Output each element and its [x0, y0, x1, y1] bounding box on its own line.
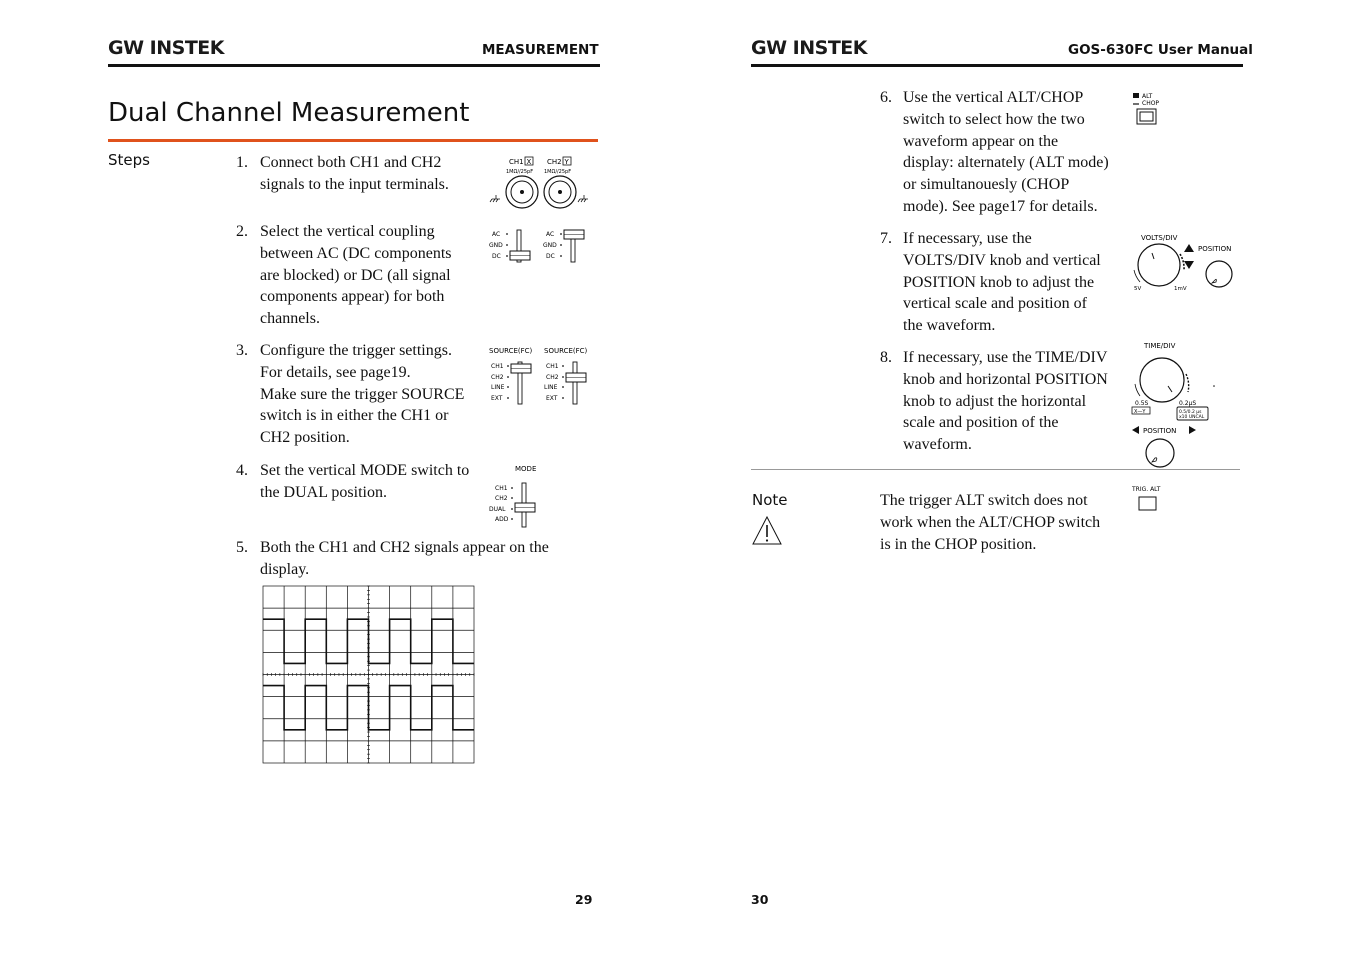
svg-text:5V: 5V: [1134, 286, 1142, 292]
svg-text:GND: GND: [543, 242, 557, 249]
step-text: Use the vertical ALT/CHOP switch to select how the two waveform appear on the display: alternately (ALT mode) or simultanouesly (CHOP mode). See page17 for details.: [903, 89, 1109, 215]
section-header: MEASUREMENT: [482, 42, 599, 58]
ch1-waveform: [263, 619, 474, 663]
alt-chop-switch-figure: [1130, 90, 1170, 128]
mode-switch-figure: [488, 463, 544, 529]
scope-display-figure: [262, 585, 475, 764]
svg-text:CH2: CH2: [546, 374, 559, 381]
manual-title-header: GOS-630FC User Manual: [1068, 42, 1253, 58]
ch1-impedance: 1MΩ//25pF: [506, 169, 534, 175]
step-number: 1.: [236, 154, 248, 171]
brand-logo-left: GW INSTEK: [108, 37, 224, 59]
ch2-box-label: Y: [564, 158, 569, 166]
svg-text:1mV: 1mV: [1174, 286, 1187, 292]
ch2-impedance: 1MΩ//25pF: [544, 169, 572, 175]
step-text: Set the vertical MODE switch to the DUAL position.: [260, 462, 470, 501]
svg-text:DUAL: DUAL: [489, 506, 506, 513]
step-number: 3.: [236, 342, 248, 359]
up-arrow-icon: [1184, 244, 1194, 252]
svg-text:CH1: CH1: [495, 485, 508, 492]
ch1-label: CH1: [509, 158, 524, 166]
step-number: 4.: [236, 462, 248, 479]
svg-text:POSITION: POSITION: [1143, 427, 1177, 435]
svg-text:VOLTS/DIV: VOLTS/DIV: [1141, 234, 1178, 242]
warning-icon: [751, 515, 783, 546]
svg-text:x10 UNCAL: x10 UNCAL: [1179, 415, 1205, 420]
page-number-left: 29: [575, 892, 593, 907]
page-number-right: 30: [751, 892, 769, 907]
trigger-source-figure: [488, 344, 596, 406]
svg-text:TRIG. ALT: TRIG. ALT: [1132, 486, 1161, 493]
svg-text:ALT: ALT: [1142, 93, 1153, 100]
step-number: 8.: [880, 349, 892, 366]
step-text: Both the CH1 and CH2 signals appear on the display.: [260, 539, 549, 578]
step-text: If necessary, use the VOLTS/DIV knob and vertical POSITION knob to adjust the vertical scale and position of the waveform.: [903, 230, 1101, 335]
svg-text:POSITION: POSITION: [1198, 245, 1232, 253]
svg-text:0.5/0.2 μs: 0.5/0.2 μs: [1179, 410, 1202, 415]
down-arrow-icon: [1184, 261, 1194, 269]
trig-alt-switch-figure: [1130, 484, 1170, 514]
svg-text:AC: AC: [492, 231, 501, 238]
svg-text:MODE: MODE: [515, 465, 537, 473]
time-div-figure: [1128, 338, 1218, 470]
brand-logo-right: GW INSTEK: [751, 37, 867, 59]
input-terminals-figure: [484, 155, 594, 213]
svg-text:0.5S: 0.5S: [1135, 400, 1149, 407]
step-text: Connect both CH1 and CH2 signals to the input terminals.: [260, 154, 449, 193]
svg-text:SOURCE(FC): SOURCE(FC): [489, 347, 533, 355]
coupling-switches-figure: [488, 226, 592, 266]
svg-text:CH2: CH2: [491, 374, 504, 381]
svg-text:AC: AC: [546, 231, 555, 238]
step-text: If necessary, use the TIME/DIV knob and horizontal POSITION knob to adjust the horizontal scale and position of the waveform.: [903, 349, 1108, 454]
svg-text:CH1: CH1: [491, 363, 504, 370]
header-rule-left: [108, 64, 600, 67]
svg-text:CH2: CH2: [495, 495, 508, 502]
left-arrow-icon: [1132, 426, 1139, 434]
svg-text:SOURCE(FC): SOURCE(FC): [544, 347, 588, 355]
ch2-label: CH2: [547, 158, 562, 166]
svg-text:LINE: LINE: [491, 384, 505, 391]
title-underline: [108, 139, 598, 142]
step-number: 7.: [880, 230, 892, 247]
ch2-waveform: [263, 686, 474, 730]
svg-text:CH1: CH1: [546, 363, 559, 370]
svg-text:ADD: ADD: [495, 516, 509, 523]
svg-text:CHOP: CHOP: [1142, 100, 1160, 107]
svg-text:LINE: LINE: [544, 384, 558, 391]
svg-text:0.2μS: 0.2μS: [1179, 400, 1197, 407]
right-arrow-icon: [1189, 426, 1196, 434]
note-label: Note: [752, 491, 788, 509]
section-divider: [751, 469, 1240, 470]
note-text: The trigger ALT switch does not work when the ALT/CHOP switch is in the CHOP position.: [880, 492, 1101, 553]
svg-text:EXT: EXT: [491, 395, 503, 402]
step-number: 5.: [236, 539, 248, 556]
step-number: 6.: [880, 89, 892, 106]
svg-text:GND: GND: [489, 242, 503, 249]
step-text: Select the vertical coupling between AC (DC components are blocked) or DC (all signal components appear) for both channels.: [260, 223, 452, 328]
svg-text:DC: DC: [546, 253, 555, 260]
step-number: 2.: [236, 223, 248, 240]
volts-div-figure: [1130, 232, 1244, 294]
steps-label: Steps: [108, 151, 150, 169]
header-rule-right: [751, 64, 1243, 67]
step-text: Configure the trigger settings. For details, see page19. Make sure the trigger SOURCE switch is in either the CH1 or CH2 position.: [260, 342, 465, 447]
svg-text:X—Y: X—Y: [1134, 409, 1146, 415]
svg-text:DC: DC: [492, 253, 501, 260]
ch1-box-label: X: [526, 158, 532, 166]
svg-text:EXT: EXT: [546, 395, 558, 402]
svg-text:TIME/DIV: TIME/DIV: [1144, 342, 1176, 350]
page-title: Dual Channel Measurement: [108, 98, 470, 128]
